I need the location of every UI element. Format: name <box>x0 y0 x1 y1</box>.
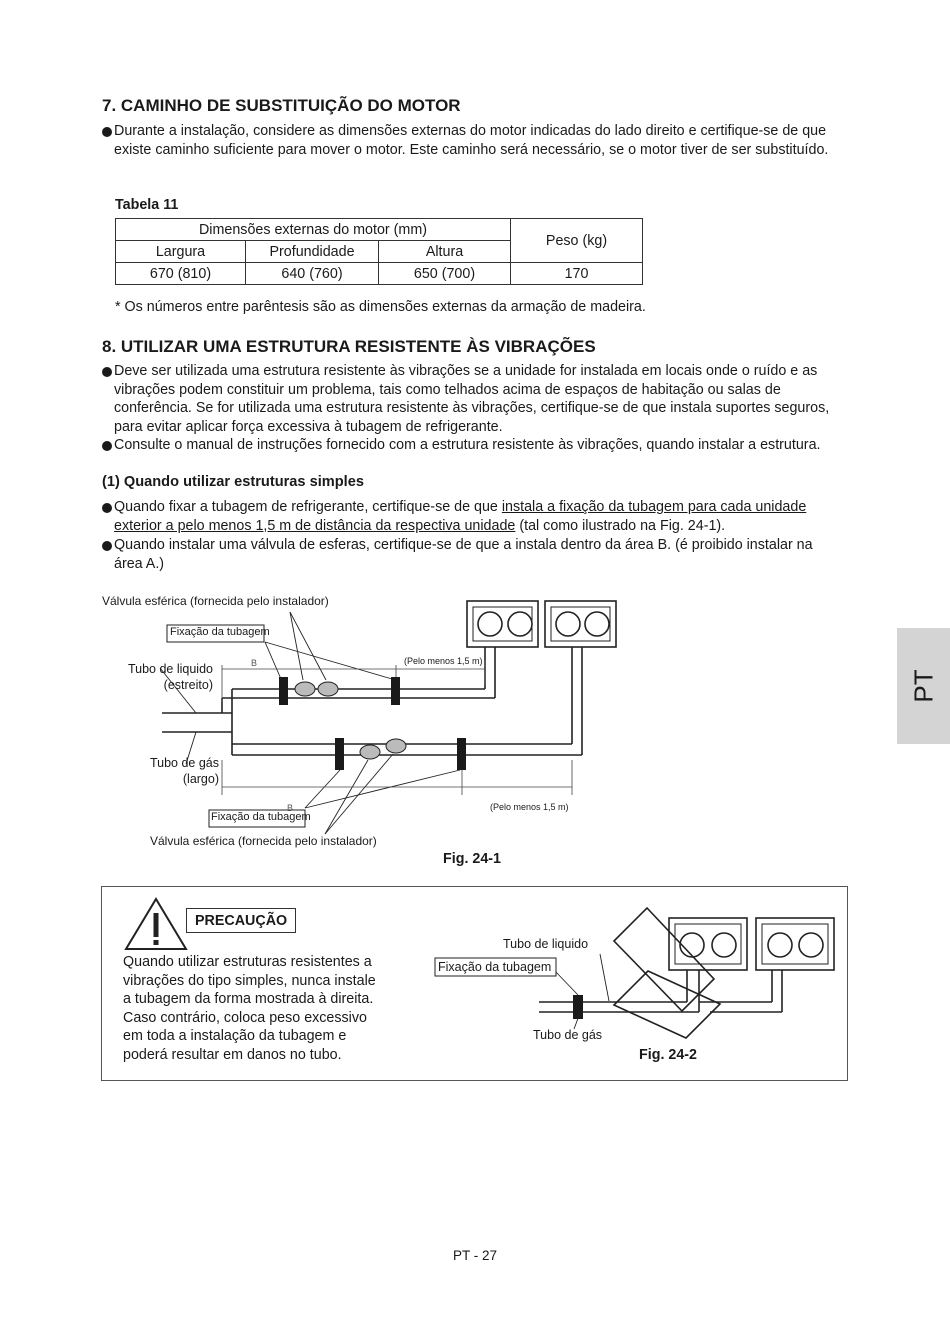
table-11-note: * Os números entre parêntesis são as dimensões externas da armação de madeira. <box>115 299 646 315</box>
section-8-bullet-3 <box>102 498 842 535</box>
subheading-simple-structures: (1) Quando utilizar estruturas simples <box>102 474 364 490</box>
caution-line: Quando utilizar estruturas resistentes a <box>123 954 372 970</box>
bullet-dot <box>102 541 112 551</box>
caution-title: PRECAUÇÃO <box>186 908 296 933</box>
bullet-dot <box>102 441 112 451</box>
section-7-bullet <box>102 122 842 159</box>
table-group-header: Dimensões externas do motor (mm) <box>116 219 511 241</box>
table-weight-header: Peso (kg) <box>511 219 643 263</box>
fig1-fixation-bottom-label: Fixação da tubagem <box>211 811 311 823</box>
bullet-text: Durante a instalação, considere as dimensões externas do motor indicadas do lado direito e certifique-se de que existe caminho suficiente para mover o motor. Este caminho será necessário, se o motor tiver de ser substituído. <box>114 123 829 158</box>
fig2-fixation-label: Fixação da tubagem <box>438 960 552 974</box>
table-11 <box>115 218 643 285</box>
fig-24-1-caption: Fig. 24-1 <box>443 851 501 867</box>
caution-line: a tubagem da forma mostrada à direita. <box>123 991 374 1008</box>
fig1-valve-top-label: Válvula esférica (fornecida pelo instalador) <box>102 594 329 608</box>
caution-line: poderá resultar em danos no tubo. <box>123 1046 342 1063</box>
fig1-valve-bottom-label: Válvula esférica (fornecida pelo instalador) <box>150 834 377 848</box>
table-header-largura: Largura <box>116 241 246 263</box>
table-cell-altura: 650 (700) <box>379 263 511 285</box>
caution-text <box>123 953 376 1065</box>
fig1-min-distance-top: (Pelo menos 1,5 m) <box>404 656 483 666</box>
fig1-min-distance-bottom: (Pelo menos 1,5 m) <box>490 802 569 812</box>
caution-line: Caso contrário, coloca peso excessivo <box>123 1009 367 1026</box>
section-8-bullet-1 <box>102 362 842 436</box>
fig-24-2-caption: Fig. 24-2 <box>639 1047 697 1063</box>
section-8-title: 8. UTILIZAR UMA ESTRUTURA RESISTENTE ÀS VIBRAÇÕES <box>102 337 596 356</box>
fig1-area-b-bottom: B <box>287 803 294 813</box>
bullet-text: Deve ser utilizada uma estrutura resistente às vibrações se a unidade for instalada em locais onde o ruído e as vibrações podem constituir um problema, tais como telhados acima de espaços de habitação ou salas de conferência. Se for utilizada uma estrutura resistente às vibrações, certifique-se de que instala suportes seguros, para evitar aplicar força excessiva à tubagem de refrigerante. <box>114 363 830 435</box>
caution-box <box>101 886 848 1081</box>
table-cell-profundidade: 640 (760) <box>246 263 379 285</box>
section-7-title: 7. CAMINHO DE SUBSTITUIÇÃO DO MOTOR <box>102 96 461 115</box>
bullet-dot <box>102 127 112 137</box>
fig2-liquid-label: Tubo de liquido <box>503 937 589 951</box>
bullet-text: Quando instalar uma válvula de esferas, certifique-se de que a instala dentro da área B. (é proibido instalar na área A.) <box>114 537 813 572</box>
bullet-dot <box>102 503 112 513</box>
gas-line-1: Tubo de gás <box>149 756 219 770</box>
page-number: PT - 27 <box>452 1248 498 1263</box>
fig2-gas-label: Tubo de gás <box>533 1028 603 1042</box>
bullet-3-post: (tal como ilustrado na Fig. 24-1). <box>515 517 726 534</box>
bullet-text <box>114 498 842 535</box>
warning-triangle-icon <box>124 897 188 951</box>
table-11-caption: Tabela 11 <box>115 197 179 213</box>
caution-line: vibrações do tipo simples, nunca instale <box>123 972 376 989</box>
fig1-area-b-top: B <box>251 658 258 668</box>
language-side-tab <box>897 628 950 744</box>
section-8-bullet-2 <box>102 436 842 455</box>
table-cell-peso: 170 <box>511 263 643 285</box>
fig1-liquid-pipe-label <box>102 661 213 693</box>
fig1-gas-pipe-label <box>102 755 219 787</box>
table-cell-largura: 670 (810) <box>116 263 246 285</box>
liquid-line-2: (estreito) <box>163 678 213 692</box>
caution-line: em toda a instalação da tubagem e <box>123 1028 347 1045</box>
liquid-line-1: Tubo de liquido <box>127 662 213 676</box>
gas-line-2: (largo) <box>182 772 219 786</box>
bullet-text: Consulte o manual de instruções fornecido com a estrutura resistente às vibrações, quando instalar a estrutura. <box>114 437 821 453</box>
fig1-fixation-top-label: Fixação da tubagem <box>170 626 270 638</box>
bullet-3-pre: Quando fixar a tubagem de refrigerante, certifique-se de que <box>114 499 502 515</box>
table-header-altura: Altura <box>379 241 511 263</box>
bullet-3-underlined: instala a fixação da tubagem para cada unidade exterior a pelo menos 1,5 m de distância da respectiva unidade <box>114 499 807 534</box>
table-header-profundidade: Profundidade <box>246 241 379 263</box>
section-8-bullet-4 <box>102 536 842 573</box>
figure-24-1-diagram <box>0 585 950 875</box>
language-tab-label: PT <box>908 669 938 703</box>
bullet-dot <box>102 367 112 377</box>
